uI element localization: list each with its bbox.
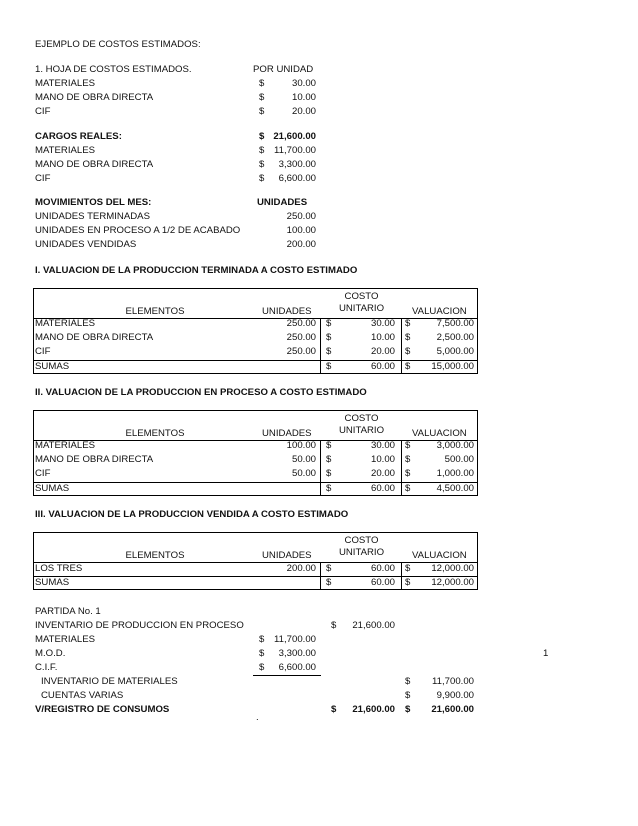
movimientos-row-value: 250.00 [286, 211, 316, 222]
currency-sign: $ [326, 440, 332, 451]
column-header: COSTO [344, 413, 379, 424]
currency-sign: $ [405, 346, 411, 357]
cargos-row-label: MANO DE OBRA DIRECTA [35, 159, 154, 170]
column-header: UNITARIO [338, 303, 385, 314]
hoja-heading: 1. HOJA DE COSTOS ESTIMADOS. [35, 64, 192, 75]
movimientos-row-value: 100.00 [286, 225, 316, 236]
column-header: UNITARIO [338, 425, 385, 436]
row-unit-cost: 60.00 [370, 361, 395, 372]
column-header: COSTO [344, 535, 379, 546]
currency-sign: $ [405, 318, 411, 329]
currency-sign: $ [326, 361, 332, 372]
row-unit-cost: 60.00 [370, 577, 395, 588]
column-header: UNIDADES [262, 550, 312, 561]
partida-total-debit: 21,600.00 [352, 704, 395, 715]
row-valuation: 3,000.00 [436, 440, 474, 451]
movimientos-heading: MOVIMIENTOS DEL MES: [35, 197, 152, 208]
divider [33, 562, 478, 563]
partida-sub-value: 3,300.00 [278, 648, 316, 659]
column-header: COSTO [344, 291, 379, 302]
currency-sign: $ [405, 704, 411, 715]
movimientos-row-label: UNIDADES VENDIDAS [35, 239, 137, 250]
currency-sign: $ [326, 577, 332, 588]
row-valuation: 500.00 [444, 454, 474, 465]
column-header: UNITARIO [338, 547, 385, 558]
currency-sign: $ [259, 173, 265, 184]
divider [252, 574, 321, 589]
divider [401, 440, 402, 496]
movimientos-col-heading: UNIDADES [257, 197, 308, 208]
partida-inventario-value: 21,600.00 [352, 620, 395, 631]
hoja-row-label: CIF [35, 106, 51, 117]
hoja-row-value: 20.00 [291, 106, 316, 117]
subtotal-underline [253, 675, 321, 676]
currency-sign: $ [259, 159, 265, 170]
row-unit-cost: 10.00 [370, 454, 395, 465]
hoja-row-value: 10.00 [291, 92, 316, 103]
row-units: 250.00 [286, 332, 316, 343]
currency-sign: $ [259, 106, 265, 117]
row-label: CIF [35, 346, 51, 357]
partida-sub-label: C.I.F. [35, 662, 58, 673]
currency-sign: $ [326, 483, 332, 494]
row-unit-cost: 20.00 [370, 346, 395, 357]
divider [33, 318, 478, 319]
row-units: 50.00 [291, 468, 316, 479]
row-unit-cost: 10.00 [370, 332, 395, 343]
row-unit-cost: 30.00 [370, 318, 395, 329]
currency-sign: $ [326, 454, 332, 465]
currency-sign: $ [405, 563, 411, 574]
currency-sign: $ [259, 662, 265, 673]
row-valuation: 2,500.00 [436, 332, 474, 343]
partida-credit-label: INVENTARIO DE MATERIALES [41, 676, 178, 687]
divider [401, 318, 402, 374]
currency-sign: $ [405, 577, 411, 588]
footer-dot: . [256, 712, 259, 723]
partida-total-label: V/REGISTRO DE CONSUMOS [35, 704, 170, 715]
currency-sign: $ [405, 440, 411, 451]
divider [401, 562, 402, 590]
row-unit-cost: 30.00 [370, 440, 395, 451]
row-label: SUMAS [35, 483, 70, 494]
partida-inventario-label: INVENTARIO DE PRODUCCION EN PROCESO [35, 620, 244, 631]
partida-sub-value: 11,700.00 [274, 634, 316, 645]
row-label: MATERIALES [35, 440, 96, 451]
divider [252, 480, 321, 495]
currency-sign: $ [259, 78, 265, 89]
hoja-row-label: MANO DE OBRA DIRECTA [35, 92, 154, 103]
currency-sign: $ [326, 468, 332, 479]
currency-sign: $ [326, 346, 332, 357]
row-units: 250.00 [286, 346, 316, 357]
currency-sign: $ [405, 690, 411, 701]
row-units: 50.00 [291, 454, 316, 465]
divider [33, 440, 478, 441]
currency-sign: $ [405, 332, 411, 343]
row-label: SUMAS [35, 577, 70, 588]
row-label: MATERIALES [35, 318, 96, 329]
partida-credit-label: CUENTAS VARIAS [41, 690, 124, 701]
row-valuation: 15,000.00 [431, 361, 474, 372]
row-label: CIF [35, 468, 51, 479]
currency-sign: $ [405, 676, 411, 687]
cargos-row-value: 6,600.00 [278, 173, 316, 184]
currency-sign: $ [259, 648, 265, 659]
currency-sign: $ [331, 704, 337, 715]
row-valuation: 12,000.00 [431, 563, 474, 574]
column-header: UNIDADES [262, 306, 312, 317]
table3-heading: III. VALUACION DE LA PRODUCCION VENDIDA A COSTO ESTIMADO [35, 509, 349, 520]
hoja-row-label: MATERIALES [35, 78, 96, 89]
row-units: 100.00 [286, 440, 316, 451]
partida-sub-label: M.O.D. [35, 648, 66, 659]
currency-sign: $ [259, 131, 265, 142]
hoja-row-value: 30.00 [291, 78, 316, 89]
cargos-row-value: 11,700.00 [274, 145, 316, 156]
currency-sign: $ [326, 318, 332, 329]
currency-sign: $ [405, 468, 411, 479]
row-valuation: 5,000.00 [436, 346, 474, 357]
currency-sign: $ [326, 563, 332, 574]
movimientos-row-label: UNIDADES TERMINADAS [35, 211, 150, 222]
row-units: 200.00 [286, 563, 316, 574]
currency-sign: $ [405, 454, 411, 465]
row-valuation: 7,500.00 [436, 318, 474, 329]
hoja-col-heading: POR UNIDAD [253, 64, 314, 75]
table2-heading: II. VALUACION DE LA PRODUCCION EN PROCESO A COSTO ESTIMADO [35, 387, 367, 398]
partida-sub-value: 6,600.00 [278, 662, 316, 673]
page-title: EJEMPLO DE COSTOS ESTIMADOS: [35, 39, 201, 50]
row-unit-cost: 60.00 [370, 563, 395, 574]
currency-sign: $ [259, 145, 265, 156]
row-units: 250.00 [286, 318, 316, 329]
column-header: VALUACION [412, 428, 467, 439]
partida-heading: PARTIDA No. 1 [35, 606, 101, 617]
partida-credit-value: 9,900.00 [436, 690, 474, 701]
partida-sub-label: MATERIALES [35, 634, 96, 645]
column-header: UNIDADES [262, 428, 312, 439]
column-header: VALUACION [412, 550, 467, 561]
cargos-row-label: CIF [35, 173, 51, 184]
cargos-heading: CARGOS REALES: [35, 131, 122, 142]
page-number: 1 [543, 648, 549, 659]
currency-sign: $ [326, 332, 332, 343]
partida-total-credit: 21,600.00 [431, 704, 474, 715]
divider [252, 358, 321, 373]
currency-sign: $ [259, 92, 265, 103]
column-header: VALUACION [412, 306, 467, 317]
currency-sign: $ [259, 634, 265, 645]
currency-sign: $ [331, 620, 337, 631]
column-header: ELEMENTOS [125, 306, 185, 317]
row-valuation: 12,000.00 [431, 577, 474, 588]
table1-heading: I. VALUACION DE LA PRODUCCION TERMINADA A COSTO ESTIMADO [35, 265, 358, 276]
currency-sign: $ [405, 483, 411, 494]
cargos-row-value: 3,300.00 [278, 159, 316, 170]
column-header: ELEMENTOS [125, 428, 185, 439]
row-label: MANO DE OBRA DIRECTA [35, 454, 154, 465]
currency-sign: $ [405, 361, 411, 372]
column-header: ELEMENTOS [125, 550, 185, 561]
cargos-total: 21,600.00 [273, 131, 316, 142]
row-unit-cost: 60.00 [370, 483, 395, 494]
cargos-row-label: MATERIALES [35, 145, 96, 156]
partida-credit-value: 11,700.00 [432, 676, 474, 687]
row-label: LOS TRES [35, 563, 83, 574]
row-unit-cost: 20.00 [370, 468, 395, 479]
row-valuation: 4,500.00 [436, 483, 474, 494]
row-label: MANO DE OBRA DIRECTA [35, 332, 154, 343]
row-label: SUMAS [35, 361, 70, 372]
row-valuation: 1,000.00 [436, 468, 474, 479]
movimientos-row-value: 200.00 [286, 239, 316, 250]
movimientos-row-label: UNIDADES EN PROCESO A 1/2 DE ACABADO [35, 225, 241, 236]
